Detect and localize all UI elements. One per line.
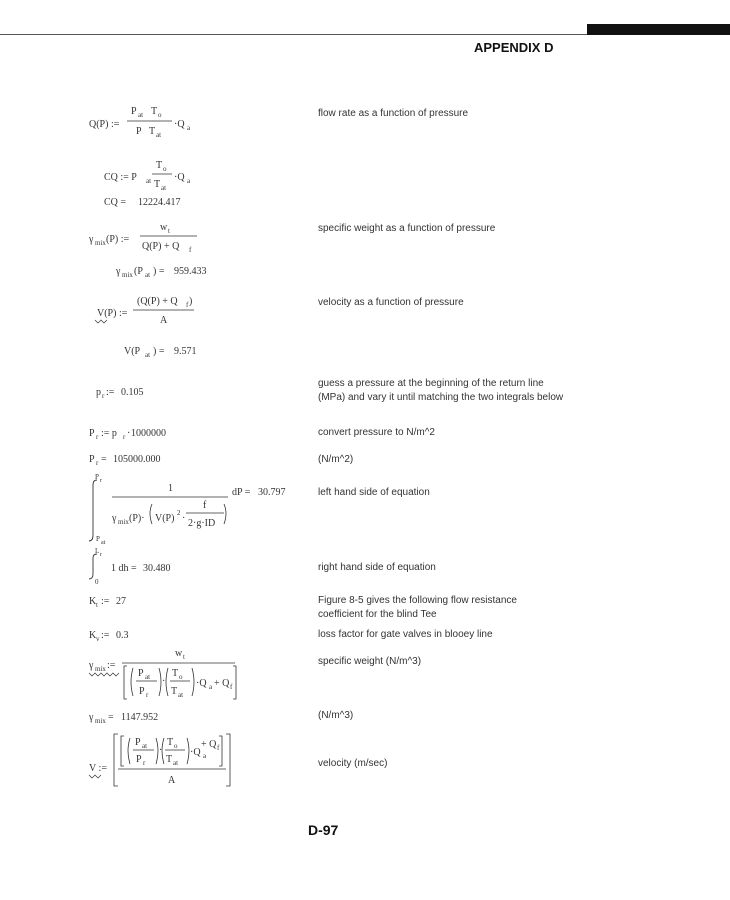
eq-rhs-integral <box>89 547 171 586</box>
note-lhs: left hand side of equation <box>318 487 430 498</box>
note-specific-weight-units: specific weight (N/m^3) <box>318 656 422 667</box>
svg-text:mix: mix <box>95 717 106 725</box>
svg-text::=: := <box>107 660 116 671</box>
svg-text:r: r <box>123 433 126 441</box>
svg-text:dP =: dP = <box>232 487 251 498</box>
note-guess-pressure: guess a pressure at the beginning of the return line (MPa) and vary it until matching the two integrals below <box>318 378 564 403</box>
svg-text:(P) :=: (P) := <box>106 234 130 245</box>
svg-text:·Q: ·Q <box>196 678 207 689</box>
svg-text:w: w <box>160 222 168 233</box>
svg-text:V :=: V := <box>89 763 107 774</box>
svg-text:w: w <box>175 648 183 659</box>
eq-gamma-mix-definition <box>88 648 236 699</box>
svg-text:γ: γ <box>89 234 94 245</box>
svg-text:P: P <box>136 754 142 765</box>
svg-text:27: 27 <box>116 596 126 607</box>
eq-kt <box>89 596 126 609</box>
svg-text:A: A <box>160 315 168 326</box>
svg-text:Q(P) :=: Q(P) := <box>89 119 120 130</box>
note-convert-pressure: convert pressure to N/m^2 <box>318 427 435 438</box>
svg-text:a: a <box>187 177 191 185</box>
svg-text:P: P <box>138 668 144 679</box>
svg-text:P: P <box>135 737 141 748</box>
svg-text::=: := <box>101 596 110 607</box>
svg-text:=: = <box>101 454 107 465</box>
svg-text:9.571: 9.571 <box>174 346 197 357</box>
note-units-n-m3: (N/m^3) <box>318 710 354 721</box>
svg-text:P: P <box>89 454 95 465</box>
svg-text:r: r <box>102 392 105 400</box>
svg-text:1147.952: 1147.952 <box>121 712 159 723</box>
svg-text:at: at <box>156 131 162 139</box>
svg-text:at: at <box>145 351 151 359</box>
svg-text:·Q: ·Q <box>174 119 185 130</box>
svg-text:=: = <box>108 712 114 723</box>
page-number: D-97 <box>308 822 339 838</box>
eq-kv <box>89 630 129 643</box>
svg-text:T: T <box>171 686 178 697</box>
svg-text:T: T <box>151 106 158 117</box>
svg-text:at: at <box>173 759 179 767</box>
svg-text:1000000: 1000000 <box>131 428 166 439</box>
svg-text:P: P <box>95 473 99 481</box>
svg-text:0: 0 <box>95 578 99 586</box>
svg-text:mix: mix <box>122 271 133 279</box>
svg-text:a: a <box>209 683 213 691</box>
svg-text:r: r <box>100 552 102 558</box>
svg-text:0.3: 0.3 <box>116 630 129 641</box>
svg-text:·Q: ·Q <box>190 747 201 758</box>
svg-text:γ: γ <box>89 660 94 671</box>
eq-lhs-integral <box>89 473 286 546</box>
svg-text::=: := <box>101 630 110 641</box>
note-flow-rate: flow rate as a function of pressure <box>318 108 469 119</box>
svg-text:1 dh =: 1 dh = <box>111 563 137 574</box>
eq-flow-rate-definition <box>89 106 191 139</box>
svg-text:+ Q: + Q <box>201 739 217 750</box>
svg-text:t: t <box>96 601 98 609</box>
svg-text:P: P <box>139 686 145 697</box>
svg-text:2·g·ID: 2·g·ID <box>188 518 216 529</box>
svg-text:·: · <box>182 513 186 524</box>
svg-text:f: f <box>189 246 192 254</box>
svg-text:at: at <box>145 271 151 279</box>
note-velocity-units: velocity (m/sec) <box>318 758 388 769</box>
svg-text:A: A <box>168 775 176 786</box>
eq-velocity-definition <box>95 296 194 326</box>
eq-specific-weight-result <box>115 266 207 279</box>
svg-text:V(P): V(P) <box>155 513 175 524</box>
svg-text::=: := <box>106 387 115 398</box>
eq-pr-guess <box>96 387 144 400</box>
svg-text:2: 2 <box>177 509 181 517</box>
svg-text:f: f <box>203 500 207 511</box>
svg-text::= p: := p <box>101 428 117 439</box>
svg-text:30.797: 30.797 <box>258 487 286 498</box>
eq-specific-weight-definition <box>88 222 197 254</box>
svg-text:30.480: 30.480 <box>143 563 171 574</box>
svg-text:·: · <box>127 428 131 439</box>
note-specific-weight: specific weight as a function of pressure <box>318 223 496 234</box>
eq-cq-definition <box>104 160 191 192</box>
svg-text:at: at <box>178 691 184 699</box>
eq-velocity-result <box>124 346 197 359</box>
svg-text:o: o <box>163 165 167 173</box>
svg-text:K: K <box>89 630 97 641</box>
svg-text:+ Q: + Q <box>214 678 230 689</box>
eq-gamma-mix-result <box>88 712 158 725</box>
svg-text:f: f <box>230 683 233 691</box>
eq-cq-result <box>104 197 181 208</box>
note-blind-tee: Figure 8-5 gives the following flow resistance coefficient for the blind Tee <box>318 595 517 620</box>
svg-text:r: r <box>100 478 102 484</box>
svg-text:0.105: 0.105 <box>121 387 144 398</box>
svg-text:1: 1 <box>168 483 173 494</box>
svg-text:(P: (P <box>134 266 143 277</box>
svg-text:(P)·: (P)· <box>129 513 145 524</box>
svg-text:·: · <box>159 745 163 756</box>
eq-velocity-final-definition <box>89 734 230 786</box>
svg-text:CQ := P: CQ := P <box>104 172 137 183</box>
svg-text:t: t <box>168 227 170 235</box>
eq-pr-result <box>89 454 161 467</box>
svg-text:o: o <box>158 111 162 119</box>
svg-text:CQ =: CQ = <box>104 197 127 208</box>
svg-text:r: r <box>96 459 99 467</box>
svg-text:T: T <box>172 668 179 679</box>
svg-text:a: a <box>187 124 191 132</box>
note-velocity: velocity as a function of pressure <box>318 297 464 308</box>
svg-text:γ: γ <box>89 712 94 723</box>
svg-text:P: P <box>136 126 142 137</box>
svg-text:T: T <box>154 179 161 190</box>
svg-text:P: P <box>89 428 95 439</box>
svg-text:r: r <box>146 691 149 699</box>
svg-text:at: at <box>145 673 151 681</box>
svg-text:at: at <box>138 111 144 119</box>
svg-text:mix: mix <box>95 239 106 247</box>
svg-text:at: at <box>142 742 148 750</box>
svg-text:f: f <box>186 301 189 309</box>
svg-text:·Q: ·Q <box>174 172 185 183</box>
note-gate-valves: loss factor for gate valves in blooey line <box>318 629 493 640</box>
appendix-title: APPENDIX D <box>474 40 554 55</box>
svg-text:T: T <box>156 160 163 171</box>
svg-text:K: K <box>89 596 97 607</box>
svg-text:·: · <box>162 676 166 687</box>
svg-text:Q(P) + Q: Q(P) + Q <box>142 241 180 252</box>
svg-text:T: T <box>167 737 174 748</box>
svg-text:r: r <box>143 759 146 767</box>
svg-text:o: o <box>179 673 183 681</box>
svg-text:V(P: V(P <box>124 346 141 357</box>
svg-text:(Q(P) + Q: (Q(P) + Q <box>137 296 178 307</box>
note-units-n-m2: (N/m^2) <box>318 454 354 465</box>
svg-text:γ: γ <box>116 266 121 277</box>
svg-text:o: o <box>174 742 178 750</box>
svg-text:v: v <box>96 635 100 643</box>
svg-text:mix: mix <box>95 665 106 673</box>
svg-text:P: P <box>131 106 137 117</box>
svg-text:T: T <box>149 126 156 137</box>
svg-text:at: at <box>146 177 152 185</box>
svg-text:V(P) :=: V(P) := <box>97 308 128 319</box>
svg-text:f: f <box>217 744 220 752</box>
svg-text:at: at <box>161 184 167 192</box>
svg-text:): ) <box>189 296 193 307</box>
note-rhs: right hand side of equation <box>318 562 436 573</box>
svg-text:r: r <box>96 433 99 441</box>
eq-pr-convert <box>89 428 166 441</box>
svg-text:) =: ) = <box>153 346 165 357</box>
svg-text:γ: γ <box>112 513 117 524</box>
svg-text:mix: mix <box>118 518 129 526</box>
svg-text:105000.000: 105000.000 <box>113 454 161 465</box>
svg-text:p: p <box>96 387 101 398</box>
svg-text:T: T <box>166 754 173 765</box>
svg-text:P: P <box>96 535 100 543</box>
svg-text:12224.417: 12224.417 <box>138 197 181 208</box>
svg-text:L: L <box>95 547 100 555</box>
svg-text:959.433: 959.433 <box>174 266 207 277</box>
svg-text:a: a <box>203 752 207 760</box>
svg-text:) =: ) = <box>153 266 165 277</box>
svg-text:at: at <box>101 540 106 546</box>
svg-text:t: t <box>183 653 185 661</box>
